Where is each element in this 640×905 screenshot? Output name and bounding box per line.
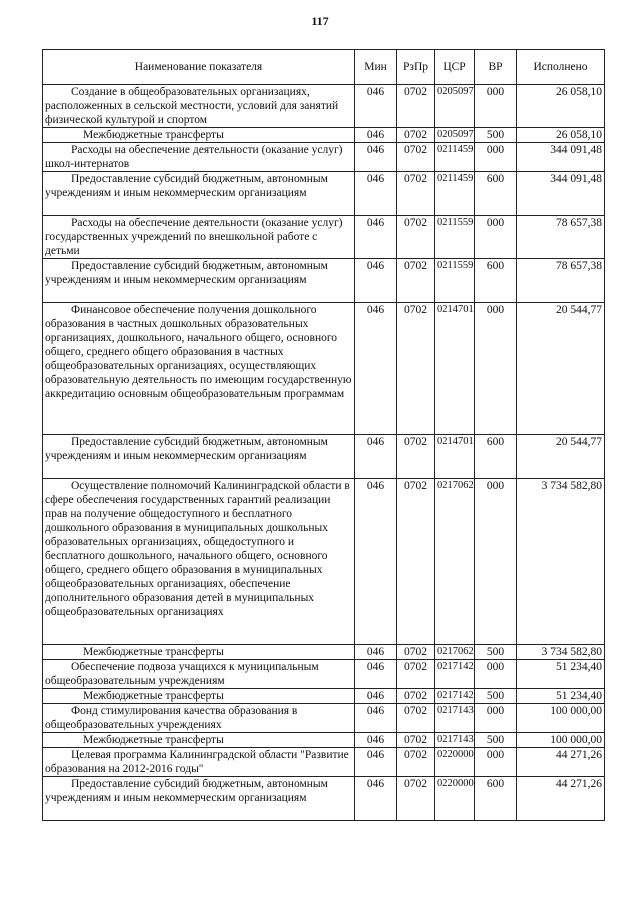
row-vr: 000 — [475, 748, 517, 777]
row-rzpr: 0702 — [397, 479, 435, 645]
row-name: Межбюджетные трансферты — [43, 689, 355, 704]
header-vr: ВР — [475, 50, 517, 85]
row-min: 046 — [355, 704, 397, 733]
row-vr: 000 — [475, 85, 517, 128]
row-vr: 500 — [475, 689, 517, 704]
row-amount: 78 657,38 — [517, 216, 605, 259]
row-amount: 100 000,00 — [517, 704, 605, 733]
row-csr: 0217062 — [435, 645, 475, 660]
row-name: Предоставление субсидий бюджетным, автономным учреждениям и иным некоммерческим организациям — [43, 259, 355, 303]
row-name: Расходы на обеспечение деятельности (оказание услуг) школ-интернатов — [43, 143, 355, 172]
table-row — [43, 777, 605, 821]
row-csr: 0220000 — [435, 777, 475, 821]
row-rzpr: 0702 — [397, 645, 435, 660]
row-rzpr: 0702 — [397, 435, 435, 479]
row-amount: 26 058,10 — [517, 128, 605, 143]
row-csr: 0217062 — [435, 479, 475, 645]
row-amount: 20 544,77 — [517, 435, 605, 479]
row-vr: 000 — [475, 143, 517, 172]
row-vr: 500 — [475, 645, 517, 660]
row-amount: 344 091,48 — [517, 143, 605, 172]
row-vr: 600 — [475, 777, 517, 821]
row-min: 046 — [355, 85, 397, 128]
row-rzpr: 0702 — [397, 660, 435, 689]
row-amount: 3 734 582,80 — [517, 645, 605, 660]
header-csr: ЦСР — [435, 50, 475, 85]
table-row — [43, 303, 605, 435]
table-row — [43, 645, 605, 660]
table-row — [43, 85, 605, 128]
row-min: 046 — [355, 435, 397, 479]
row-amount: 51 234,40 — [517, 660, 605, 689]
row-min: 046 — [355, 733, 397, 748]
table-row — [43, 143, 605, 172]
row-rzpr: 0702 — [397, 128, 435, 143]
table-row — [43, 259, 605, 303]
row-min: 046 — [355, 479, 397, 645]
row-name: Предоставление субсидий бюджетным, автономным учреждениям и иным некоммерческим организациям — [43, 435, 355, 479]
row-name: Расходы на обеспечение деятельности (оказание услуг) государственных учреждений по внешкольной работе с детьми — [43, 216, 355, 259]
table-row — [43, 216, 605, 259]
row-rzpr: 0702 — [397, 777, 435, 821]
row-rzpr: 0702 — [397, 143, 435, 172]
row-amount: 44 271,26 — [517, 777, 605, 821]
row-name: Межбюджетные трансферты — [43, 128, 355, 143]
row-amount: 3 734 582,80 — [517, 479, 605, 645]
row-amount: 344 091,48 — [517, 172, 605, 216]
row-csr: 0205097 — [435, 128, 475, 143]
budget-table — [42, 49, 605, 821]
row-csr: 0211559 — [435, 259, 475, 303]
table-row — [43, 479, 605, 645]
row-csr: 0214701 — [435, 303, 475, 435]
row-name: Предоставление субсидий бюджетным, автономным учреждениям и иным некоммерческим организациям — [43, 172, 355, 216]
row-amount: 20 544,77 — [517, 303, 605, 435]
row-vr: 000 — [475, 216, 517, 259]
row-min: 046 — [355, 143, 397, 172]
row-name: Финансовое обеспечение получения дошкольного образования в частных дошкольных образовательных организациях, дошкольного, начального общего, основного общего, среднего общего образования в частных общеобразовательных организациях, осуществляющих образовательную деятельность по имеющим государственную аккредитацию основным общеобразовательным программам — [43, 303, 355, 435]
row-csr: 0211559 — [435, 216, 475, 259]
row-rzpr: 0702 — [397, 748, 435, 777]
row-csr: 0205097 — [435, 85, 475, 128]
row-vr: 000 — [475, 704, 517, 733]
row-vr: 600 — [475, 259, 517, 303]
table-row — [43, 733, 605, 748]
row-csr: 0217143 — [435, 733, 475, 748]
row-min: 046 — [355, 128, 397, 143]
row-rzpr: 0702 — [397, 85, 435, 128]
row-vr: 000 — [475, 303, 517, 435]
row-name: Создание в общеобразовательных организациях, расположенных в сельской местности, условий для занятий физической культурой и спортом — [43, 85, 355, 128]
row-min: 046 — [355, 660, 397, 689]
header-name: Наименование показателя — [43, 50, 355, 85]
row-amount: 78 657,38 — [517, 259, 605, 303]
row-vr: 500 — [475, 733, 517, 748]
table-row — [43, 748, 605, 777]
row-amount: 51 234,40 — [517, 689, 605, 704]
header-min: Мин — [355, 50, 397, 85]
row-csr: 0214701 — [435, 435, 475, 479]
header-rzpr: РзПр — [397, 50, 435, 85]
row-amount: 44 271,26 — [517, 748, 605, 777]
row-amount: 100 000,00 — [517, 733, 605, 748]
row-vr: 000 — [475, 479, 517, 645]
row-vr: 000 — [475, 660, 517, 689]
row-name: Обеспечение подвоза учащихся к муниципальным общеобразовательным учреждениям — [43, 660, 355, 689]
row-name: Осуществление полномочий Калининградской области в сфере обеспечения государственных гарантий реализации прав на получение общедоступного и бесплатного дошкольного образования в муниципальных дошкольных образовательных организациях, общедоступного и бесплатного дошкольного, начального общего, основного общего, среднего общего образования в муниципальных общеобразовательных организациях, обеспечение дополнительного образования детей в муниципальных общеобразовательных организациях — [43, 479, 355, 645]
row-name: Фонд стимулирования качества образования в общеобразовательных учреждениях — [43, 704, 355, 733]
table-row — [43, 689, 605, 704]
row-min: 046 — [355, 216, 397, 259]
row-csr: 0220000 — [435, 748, 475, 777]
row-min: 046 — [355, 748, 397, 777]
row-rzpr: 0702 — [397, 259, 435, 303]
row-csr: 0211459 — [435, 172, 475, 216]
row-min: 046 — [355, 777, 397, 821]
row-rzpr: 0702 — [397, 216, 435, 259]
row-vr: 600 — [475, 172, 517, 216]
row-min: 046 — [355, 303, 397, 435]
row-rzpr: 0702 — [397, 733, 435, 748]
page-number: 117 — [311, 14, 329, 28]
row-csr: 0217143 — [435, 704, 475, 733]
table-row — [43, 435, 605, 479]
table-row — [43, 128, 605, 143]
row-name: Межбюджетные трансферты — [43, 733, 355, 748]
table-row — [43, 660, 605, 689]
row-rzpr: 0702 — [397, 172, 435, 216]
row-rzpr: 0702 — [397, 704, 435, 733]
row-min: 046 — [355, 172, 397, 216]
row-min: 046 — [355, 259, 397, 303]
row-amount: 26 058,10 — [517, 85, 605, 128]
row-min: 046 — [355, 645, 397, 660]
table-row — [43, 172, 605, 216]
row-rzpr: 0702 — [397, 303, 435, 435]
row-vr: 500 — [475, 128, 517, 143]
row-min: 046 — [355, 689, 397, 704]
row-csr: 0217142 — [435, 660, 475, 689]
row-rzpr: 0702 — [397, 689, 435, 704]
row-name: Предоставление субсидий бюджетным, автономным учреждениям и иным некоммерческим организациям — [43, 777, 355, 821]
row-vr: 600 — [475, 435, 517, 479]
table-header-row — [43, 50, 605, 85]
row-name: Целевая программа Калининградской области "Развитие образования на 2012-2016 годы" — [43, 748, 355, 777]
header-done: Исполнено — [517, 50, 605, 85]
row-name: Межбюджетные трансферты — [43, 645, 355, 660]
row-csr: 0211459 — [435, 143, 475, 172]
row-csr: 0217142 — [435, 689, 475, 704]
table-row — [43, 704, 605, 733]
